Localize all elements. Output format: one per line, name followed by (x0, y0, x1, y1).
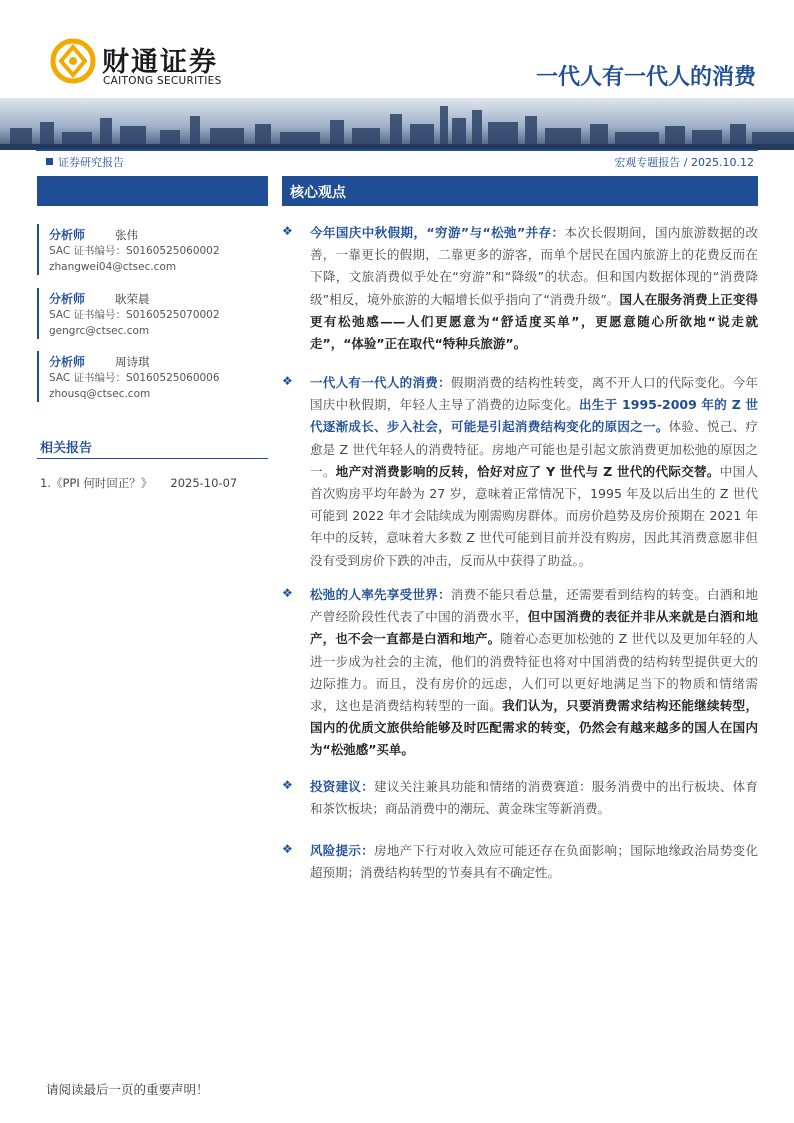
sidebar-header-bar (37, 176, 268, 206)
analyst-name: 张伟 (115, 228, 139, 242)
header-divider (36, 149, 758, 151)
core-paragraph (282, 840, 758, 884)
paragraph-bold-text: 但中国消费的表征并非从来就是白酒和地产，也不会一直都是白酒和地产。 (310, 609, 758, 647)
paragraph-emphasis-text: 出生于 1995-2009 年的 Z 世代逐渐成长、步入社会，可能是引起消费结构变化的原因之一。 (310, 397, 758, 435)
paragraph-text: 本次长假期间，国内旅游数据的改善，一靠更长的假期，二靠更多的游客，而单个居民在国内旅游上的花费反而在下降，文旅消费似乎处在“穷游”和“降级”的状态。但和国内数据体现的“消费降级”相反，境外旅游的大幅增长似乎指向了“消费升级”。 (310, 225, 758, 307)
company-logo-icon (50, 38, 96, 84)
paragraph-text: 假期消费的结构性转变，离不开人口的代际变化。今年国庆中秋假期，年轻人主导了消费的边际变化。 (310, 375, 758, 413)
analyst-card (37, 224, 268, 275)
related-report-date: 2025-10-07 (170, 476, 238, 490)
paragraph-lead: 松弛的人率先享受世界： (310, 587, 451, 602)
logo-chinese-name: 财通证券 (102, 47, 218, 78)
paragraph-bold-text: 国人在服务消费上正变得更有松弛感——人们更愿意为“舒适度买单”，更愿意随心所欲地“说走就走”，“体验”正在取代“特种兵旅游”。 (310, 291, 758, 352)
analyst-sac-number: SAC 证书编号：S0160525060006 (49, 372, 220, 384)
related-reports-title: 相关报告 (40, 441, 93, 456)
analyst-email[interactable]: gengrc@ctsec.com (49, 325, 150, 337)
paragraph-bold-text: 我们认为，只要消费需求结构还能继续转型，国内的优质文旅供给能够及时匹配需求的转变，仍然会有越来越多的国人在国内为“松弛感”买单。 (310, 698, 758, 758)
analyst-email[interactable]: zhousq@ctsec.com (49, 388, 151, 400)
report-category-date: 宏观专题报告 / 2025.10.12 (614, 156, 754, 169)
paragraph-text: 房地产下行对收入效应可能还存在负面影响；国际地缘政治局势变化超预期；消费结构转型的节奏具有不确定性。 (310, 843, 758, 881)
core-paragraph (282, 584, 758, 762)
analyst-card (37, 351, 268, 402)
logo-english-name: CAITONG SECURITIES (103, 75, 222, 87)
paragraph-bold-text: 地产对消费影响的反转，恰好对应了 Y 世代与 Z 世代的代际交替。 (335, 463, 720, 479)
analyst-sac-number: SAC 证书编号：S0160525060002 (49, 245, 220, 257)
analyst-sac-number: SAC 证书编号：S0160525070002 (49, 309, 220, 321)
diamond-bullet-icon: ❖ (282, 842, 293, 856)
core-view-title: 核心观点 (290, 185, 346, 201)
core-paragraph (282, 776, 758, 820)
paragraph-text: 体验、悦己、疗愈是 Z 世代年轻人的消费特征。房地产可能也是引起文旅消费更加松弛的原因之一。 (310, 419, 758, 479)
paragraph-lead: 风险提示： (310, 843, 375, 858)
core-paragraph (282, 372, 758, 572)
paragraph-lead: 投资建议： (310, 779, 375, 794)
related-reports-divider (37, 458, 268, 459)
city-skyline-banner (0, 98, 794, 150)
paragraph-text: 建议关注兼具功能和情绪的消费赛道：服务消费中的出行板块、体育和茶饮板块；商品消费中的潮玩、黄金珠宝等新消费。 (310, 779, 758, 817)
paragraph-text: 消费不能只看总量，还需要看到结构的转变。白酒和地产曾经阶段性代表了中国的消费水平， (310, 587, 758, 625)
paragraph-text: 中国人首次购房平均年龄为 27 岁，意味着正常情况下，1995 年及以后出生的 Z 世代可能到 2022 年才会陆续成为刚需购房群体。而房价趋势及房价预期在 2021 年年中的反转，意味着大多数 Z 世代可能到目前并没有购房，因此其消费意愿非但没有受到房价下跌的冲击，反而从中获得了助益。。 (310, 463, 758, 568)
square-bullet-icon (46, 158, 53, 165)
analyst-role: 分析师 (49, 228, 86, 242)
paragraph-text: 随着心态更加松弛的 Z 世代以及更加年轻的人进一步成为社会的主流，他们的消费特征也将对中国消费的结构转型提供更大的边际推力。而且，没有房价的远虑，人们可以更好地满足当下的物质和情绪需求，这也是消费结构转型的一面。 (310, 631, 758, 714)
diamond-bullet-icon: ❖ (282, 586, 293, 600)
analyst-role: 分析师 (49, 355, 86, 369)
paragraph-lead: 一代人有一代人的消费： (310, 375, 451, 390)
related-report-label[interactable]: 1.《PPI 何时回正？》 (40, 476, 153, 490)
diamond-bullet-icon: ❖ (282, 778, 293, 792)
diamond-bullet-icon: ❖ (282, 374, 293, 388)
analyst-email[interactable]: zhangwei04@ctsec.com (49, 261, 177, 273)
paragraph-lead: 今年国庆中秋假期，“穷游”与“松弛”并存： (310, 225, 565, 240)
core-view-header-bar (282, 176, 758, 206)
report-title: 一代人有一代人的消费 (535, 65, 756, 90)
analyst-role: 分析师 (49, 292, 86, 306)
analyst-name: 耿荣晨 (115, 292, 150, 306)
footer-disclaimer-note: 请阅读最后一页的重要声明！ (46, 1082, 209, 1097)
analyst-card (37, 288, 268, 339)
core-paragraph (282, 222, 758, 355)
document-type-label (46, 154, 124, 170)
document-type-text: 证券研究报告 (58, 156, 124, 169)
related-report-item[interactable] (40, 475, 237, 491)
diamond-bullet-icon: ❖ (282, 224, 293, 238)
analyst-name: 周诗琪 (115, 355, 150, 369)
